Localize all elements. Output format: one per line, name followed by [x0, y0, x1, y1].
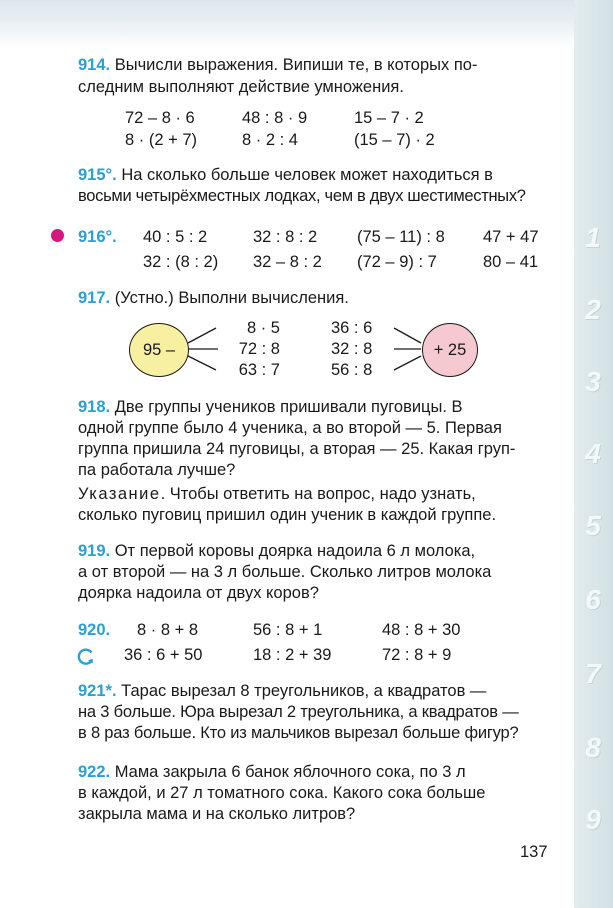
expression: 48 : 8 · 9	[242, 109, 308, 127]
expression: 47 + 47	[483, 228, 539, 246]
expression: 36 : 6 + 50	[124, 646, 203, 664]
ex918-hint2: сколько пуговиц пришил один ученик в каждой группе.	[78, 506, 497, 524]
ex919-line1: 919. От первой коровы доярка надоила 6 л молока,	[78, 542, 476, 560]
side-number: 6	[585, 584, 601, 615]
side-number: 3	[585, 366, 601, 397]
expression: 56 : 8	[331, 361, 373, 379]
expression: 72 – 8 · 6	[125, 109, 195, 127]
side-number: 8	[585, 732, 601, 763]
expression: 56 : 8 + 1	[253, 621, 323, 639]
side-number: 9	[585, 804, 601, 835]
expression: 8 · 8 + 8	[137, 621, 198, 639]
ex918-line4: па работала лучше?	[78, 461, 236, 479]
connector-line	[394, 356, 421, 370]
expression: 32 : 8 : 2	[253, 228, 318, 246]
expression: 15 – 7 · 2	[354, 109, 424, 127]
page-number: 137	[520, 843, 548, 861]
side-number: 5	[585, 510, 601, 541]
exercise-number: 921*.	[78, 682, 117, 700]
side-number: 4	[585, 438, 601, 469]
expression: 8 · 2 : 4	[242, 131, 298, 149]
ex922-line2: в каждой, и 27 л томатного сока. Какого сока больше	[78, 784, 486, 802]
exercise-number: 916°.	[78, 228, 117, 246]
side-number: 2	[585, 294, 601, 325]
expression: (72 – 9) : 7	[357, 253, 437, 271]
expression: 32 : 8	[331, 340, 373, 358]
ex915-line1: 915°. На сколько больше человек может находиться в	[78, 166, 493, 184]
exercise-number: 915°.	[78, 166, 117, 184]
ex917-line: 917. (Устно.) Выполни вычисления.	[78, 289, 349, 307]
ex914-line2: следним выполняют действие умножения.	[78, 78, 404, 96]
expression: 72 : 8 + 9	[382, 646, 452, 664]
expression: 80 – 41	[483, 253, 539, 271]
expression: 36 : 6	[331, 319, 373, 337]
connector-line	[188, 356, 216, 370]
expression: 8 · 5	[246, 319, 280, 337]
ex918-line2: одной группе было 4 ученика, а во второй — 5. Первая	[78, 419, 502, 437]
ex921-line3: в 8 раз больше. Кто из мальчиков вырезал больше фигур?	[78, 724, 519, 742]
expression: 48 : 8 + 30	[382, 621, 461, 639]
ex915-line2: восьми четырёхместных лодках, чем в двух шестиместных?	[78, 187, 526, 205]
ex918-hint1: Указание. Чтобы ответить на вопрос, надо узнать,	[78, 485, 476, 503]
cycle-arrow-icon	[76, 647, 96, 667]
ex918-line1: 918. Две группы учеников пришивали пуговицы. В	[78, 398, 463, 416]
connector-line	[394, 328, 421, 343]
exercise-number: 920.	[78, 621, 111, 639]
expression: 63 : 7	[238, 361, 280, 379]
expression: 72 : 8	[238, 340, 280, 358]
ex919-line3: доярка надоила от двух коров?	[78, 584, 319, 602]
right-oval: + 25	[422, 323, 478, 377]
ex914-line1: 914. Вычисли выражения. Випиши те, в которых по-	[78, 56, 478, 74]
expression: 32 : (8 : 2)	[143, 253, 219, 271]
hint-label: Указание	[78, 485, 161, 503]
ex922-line1: 922. Мама закрыла 6 банок яблочного сока, по 3 л	[78, 763, 466, 781]
exercise-number: 917.	[78, 289, 111, 307]
ex921-line2: на 3 больше. Юра вырезал 2 треугольника, а квадратов —	[78, 703, 519, 721]
ex918-line3: группа пришила 24 пуговицы, а вторая — 25. Какая груп-	[78, 440, 516, 458]
exercise-number: 922.	[78, 763, 111, 781]
left-oval: 95 –	[129, 323, 189, 377]
expression: 8 · (2 + 7)	[125, 131, 197, 149]
expression: (75 – 11) : 8	[357, 228, 445, 246]
ex922-line3: закрыла мама и на сколько литров?	[78, 805, 356, 823]
side-number: 1	[585, 222, 601, 253]
ex921-line1: 921*. Тарас вырезал 8 треугольников, а квадратов —	[78, 682, 487, 700]
expression: 18 : 2 + 39	[253, 646, 332, 664]
exercise-number: 919.	[78, 542, 111, 560]
expression: 32 – 8 : 2	[253, 253, 322, 271]
expression: 40 : 5 : 2	[143, 228, 208, 246]
exercise-number: 914.	[78, 56, 111, 74]
side-number: 7	[585, 658, 601, 689]
connector-line	[188, 328, 216, 343]
ex919-line2: а от второй — на 3 л больше. Сколько литров молока	[78, 563, 492, 581]
exercise-number: 918.	[78, 398, 111, 416]
expression: (15 – 7) · 2	[354, 131, 435, 149]
